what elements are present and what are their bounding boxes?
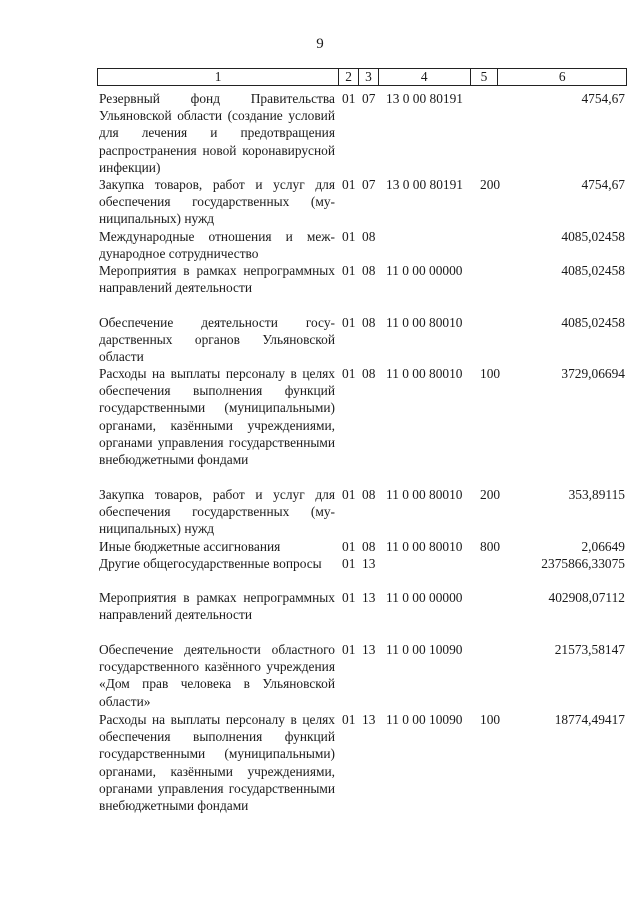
row-target-code: 11 0 00 80010 [386, 539, 463, 554]
row-section: 01 [342, 712, 356, 727]
row-target-code: 11 0 00 00000 [386, 590, 463, 605]
row-subsection: 13 [362, 712, 376, 727]
row-expense-type: 800 [480, 539, 501, 554]
row-amount: 4754,67 [581, 177, 625, 192]
row-description: Другие общегосударственные вопросы [99, 556, 322, 571]
row-expense-type: 100 [480, 712, 501, 727]
row-description: Резервный фонд Правительства Ульяновской области (создание условий для лечения и предотвращения распространения новой коронавирусной инфекции) [99, 91, 335, 175]
row-target-code: 11 0 00 80010 [386, 366, 463, 381]
row-target-code: 13 0 00 80191 [386, 91, 463, 106]
header-col-5: 5 [470, 69, 498, 85]
row-subsection: 08 [362, 315, 376, 330]
row-target-code: 11 0 00 10090 [386, 642, 463, 657]
row-description: Мероприятия в рамках непрограммных направлений деятельности [99, 590, 335, 623]
row-subsection: 08 [362, 229, 376, 244]
row-description: Закупка товаров, работ и услуг для обеспечения государственных (муниципальных) нужд [99, 177, 335, 227]
row-target-code: 11 0 00 80010 [386, 315, 463, 330]
row-target-code: 11 0 00 00000 [386, 263, 463, 278]
row-description: Мероприятия в рамках непрограммных направлений деятельности [99, 263, 335, 296]
header-col-3: 3 [358, 69, 378, 85]
row-expense-type: 200 [480, 177, 501, 192]
row-description: Расходы на выплаты персоналу в целях обеспечения выполнения функций государственными (муниципальными) органами, казёнными учреждениями, органами управления государственными внебюджетными фондами [99, 712, 335, 814]
row-section: 01 [342, 263, 356, 278]
row-section: 01 [342, 366, 356, 381]
row-description: Закупка товаров, работ и услуг для обеспечения государственных (муниципальных) нужд [99, 487, 335, 537]
row-subsection: 13 [362, 556, 376, 571]
row-section: 01 [342, 642, 356, 657]
row-amount: 18774,49417 [554, 712, 625, 727]
row-section: 01 [342, 177, 356, 192]
row-expense-type: 200 [480, 487, 501, 502]
row-description: Расходы на выплаты персоналу в целях обеспечения выполнения функций государственными (муниципальными) органами, казёнными учреждениями, органами управления государственными внебюджетными фондами [99, 366, 335, 468]
row-amount: 4085,02458 [561, 229, 625, 244]
row-amount: 4085,02458 [561, 315, 625, 330]
row-section: 01 [342, 91, 356, 106]
row-description: Иные бюджетные ассигнования [99, 539, 281, 554]
row-section: 01 [342, 487, 356, 502]
row-subsection: 07 [362, 177, 376, 192]
row-amount: 4754,67 [581, 91, 625, 106]
row-expense-type: 100 [480, 366, 501, 381]
row-subsection: 08 [362, 539, 376, 554]
page-number: 9 [316, 36, 324, 52]
row-amount: 2,06649 [581, 539, 625, 554]
row-subsection: 07 [362, 91, 376, 106]
header-col-2: 2 [338, 69, 358, 85]
row-amount: 353,89115 [568, 487, 625, 502]
row-target-code: 11 0 00 80010 [386, 487, 463, 502]
header-col-4: 4 [378, 69, 470, 85]
row-description: Обеспечение деятельности государственных органов Ульяновской области [99, 315, 335, 365]
row-amount: 3729,06694 [561, 366, 625, 381]
header-col-1: 1 [214, 69, 222, 84]
row-amount: 2375866,33075 [541, 556, 625, 571]
row-subsection: 13 [362, 590, 376, 605]
row-section: 01 [342, 590, 356, 605]
row-amount: 21573,58147 [554, 642, 625, 657]
row-subsection: 13 [362, 642, 376, 657]
row-amount: 4085,02458 [561, 263, 625, 278]
row-description: Международные отношения и международное сотрудничество [99, 229, 335, 262]
row-section: 01 [342, 229, 356, 244]
row-section: 01 [342, 315, 356, 330]
row-subsection: 08 [362, 263, 376, 278]
row-subsection: 08 [362, 366, 376, 381]
row-section: 01 [342, 539, 356, 554]
table-header [97, 68, 627, 86]
row-target-code: 13 0 00 80191 [386, 177, 463, 192]
row-amount: 402908,07112 [548, 590, 625, 605]
row-section: 01 [342, 556, 356, 571]
header-col-6: 6 [497, 69, 626, 85]
row-description: Обеспечение деятельности областного государственного казённого учреждения «Дом прав человека в Ульяновской области» [99, 642, 335, 709]
row-target-code: 11 0 00 10090 [386, 712, 463, 727]
row-subsection: 08 [362, 487, 376, 502]
